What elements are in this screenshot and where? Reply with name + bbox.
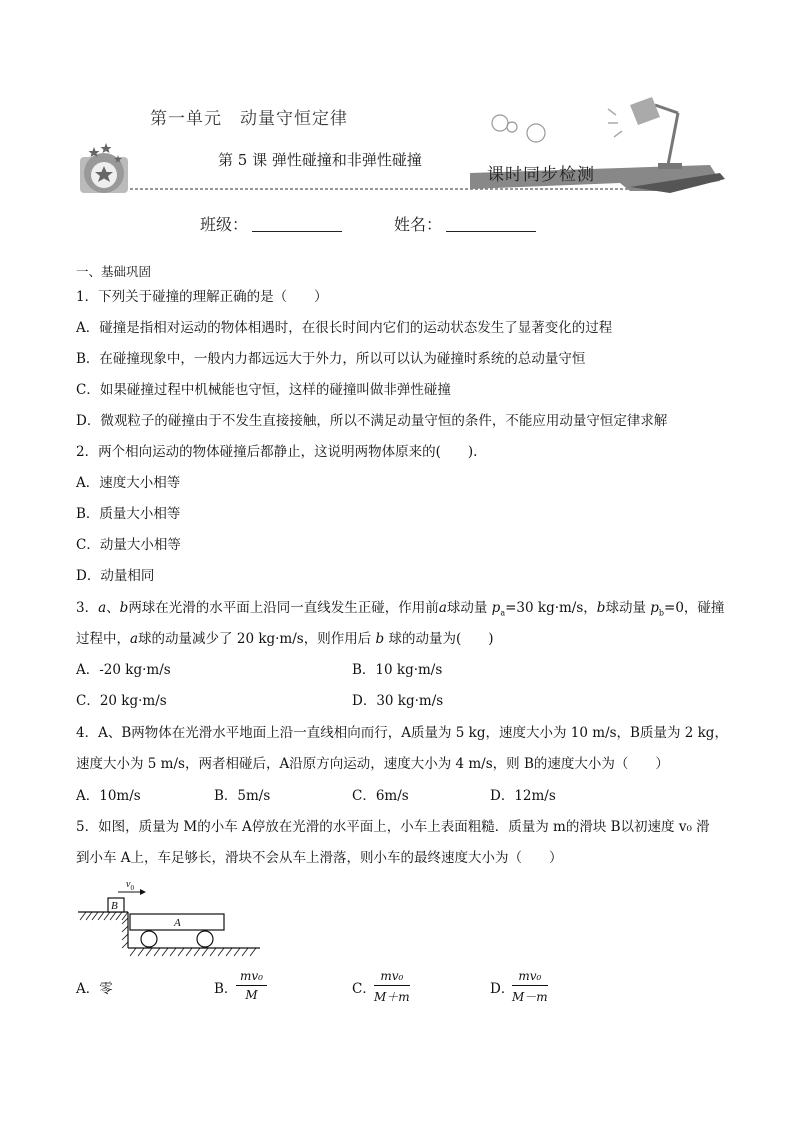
section-heading: 一、基础巩固: [76, 264, 152, 279]
check-title: 课时同步检测: [487, 165, 595, 185]
fraction-numerator: mv₀: [236, 969, 267, 986]
q1-option-b: B．在碰撞现象中，一般内力都远远大于外力，所以可以认为碰撞时系统的总动量守恒: [76, 351, 586, 367]
q4-option-d: D．12m/s: [490, 788, 556, 804]
q3-line2: 过程中，a球的动量减少了 20 kg·m/s，则作用后 b 球的动量为( ): [76, 631, 494, 647]
q1-option-d: D．微观粒子的碰撞由于不发生直接接触，所以不满足动量守恒的条件，不能应用动量守恒定律求解: [76, 413, 668, 429]
q4-option-c: C．6m/s: [352, 788, 409, 804]
lesson-title: 第 5 课 弹性碰撞和非弹性碰撞: [218, 151, 422, 169]
q2-option-c: C．动量大小相等: [76, 537, 181, 553]
block-b-label: B: [111, 900, 118, 912]
class-label: 班级：: [200, 215, 249, 234]
q2-option-b: B．质量大小相等: [76, 506, 181, 522]
star-badge-icon: [80, 143, 128, 193]
unit-title: 第一单元 动量守恒定律: [150, 109, 348, 129]
name-blank[interactable]: [446, 217, 536, 232]
bubbles-decoration: [492, 115, 545, 142]
q4-option-b: B．5m/s: [214, 788, 271, 804]
fraction-denominator: M＋m: [374, 990, 410, 1004]
q3-option-a: A．-20 kg·m/s: [76, 662, 171, 678]
q5-option-d-label: D．: [490, 981, 515, 997]
q1-option-c: C．如果碰撞过程中机械能也守恒，这样的碰撞叫做非弹性碰撞: [76, 382, 451, 398]
q5-line2: 到小车 A上，车足够长，滑块不会从车上滑落，则小车的最终速度大小为（ ）: [76, 850, 563, 866]
q5-option-b-fraction: [236, 969, 267, 1002]
class-field: [200, 212, 342, 235]
q1-option-a: A．碰撞是指相对运动的物体相遇时，在很长时间内它们的运动状态发生了显著变化的过程: [76, 320, 613, 336]
q3-option-b: B．10 kg·m/s: [352, 662, 443, 678]
fraction-numerator: mv₀: [374, 969, 410, 986]
q5-option-c-label: C．: [352, 981, 376, 997]
wheel-left: [141, 931, 157, 947]
q4-line1: 4．A、B两物体在光滑水平地面上沿一直线相向而行，A质量为 5 kg，速度大小为 10 m/s，B质量为 2 kg，: [76, 725, 728, 741]
q5-option-c-fraction: [374, 969, 410, 1005]
velocity-label: $v_0$: [126, 879, 134, 892]
desk-lamp-icon: [608, 97, 682, 169]
q4-option-a: A．10m/s: [76, 788, 141, 804]
fraction-denominator: M: [245, 988, 258, 1002]
q5-option-b-label: B．: [214, 981, 238, 997]
fraction-numerator: mv₀: [512, 969, 548, 986]
q3-line1: 3．a、b两球在光滑的水平面上沿同一直线发生正碰，作用前a球动量 $p_a=30$ kg·m/s，b球动量 $p_b=0$，碰撞: [76, 600, 725, 618]
q3-option-c: C．20 kg·m/s: [76, 693, 167, 709]
q4-line2: 速度大小为 5 m/s，两者相碰后，A沿原方向运动，速度大小为 4 m/s，则 B的速度大小为（ ）: [76, 756, 669, 772]
q5-option-a: A．零: [76, 981, 113, 997]
q2-stem: 2．两个相向运动的物体碰撞后都静止，这说明两物体原来的( ).: [76, 444, 478, 460]
name-label: 姓名：: [394, 215, 443, 234]
class-blank[interactable]: [252, 217, 342, 232]
cart-a-label: A: [174, 917, 181, 929]
q5-line1: 5．如图，质量为 M的小车 A停放在光滑的水平面上，小车上表面粗糙．质量为 m的滑块 B以初速度 v₀ 滑: [76, 819, 710, 835]
q3-option-d: D．30 kg·m/s: [352, 693, 444, 709]
cart-slider-diagram: [74, 874, 264, 958]
q1-stem: 1．下列关于碰撞的理解正确的是（ ）: [76, 289, 328, 305]
name-field: [394, 212, 536, 235]
q2-option-d: D．动量相同: [76, 568, 155, 584]
q2-option-a: A．速度大小相等: [76, 475, 181, 491]
wheel-right: [197, 931, 213, 947]
fraction-denominator: M－m: [512, 990, 548, 1004]
q5-option-d-fraction: [512, 969, 548, 1005]
